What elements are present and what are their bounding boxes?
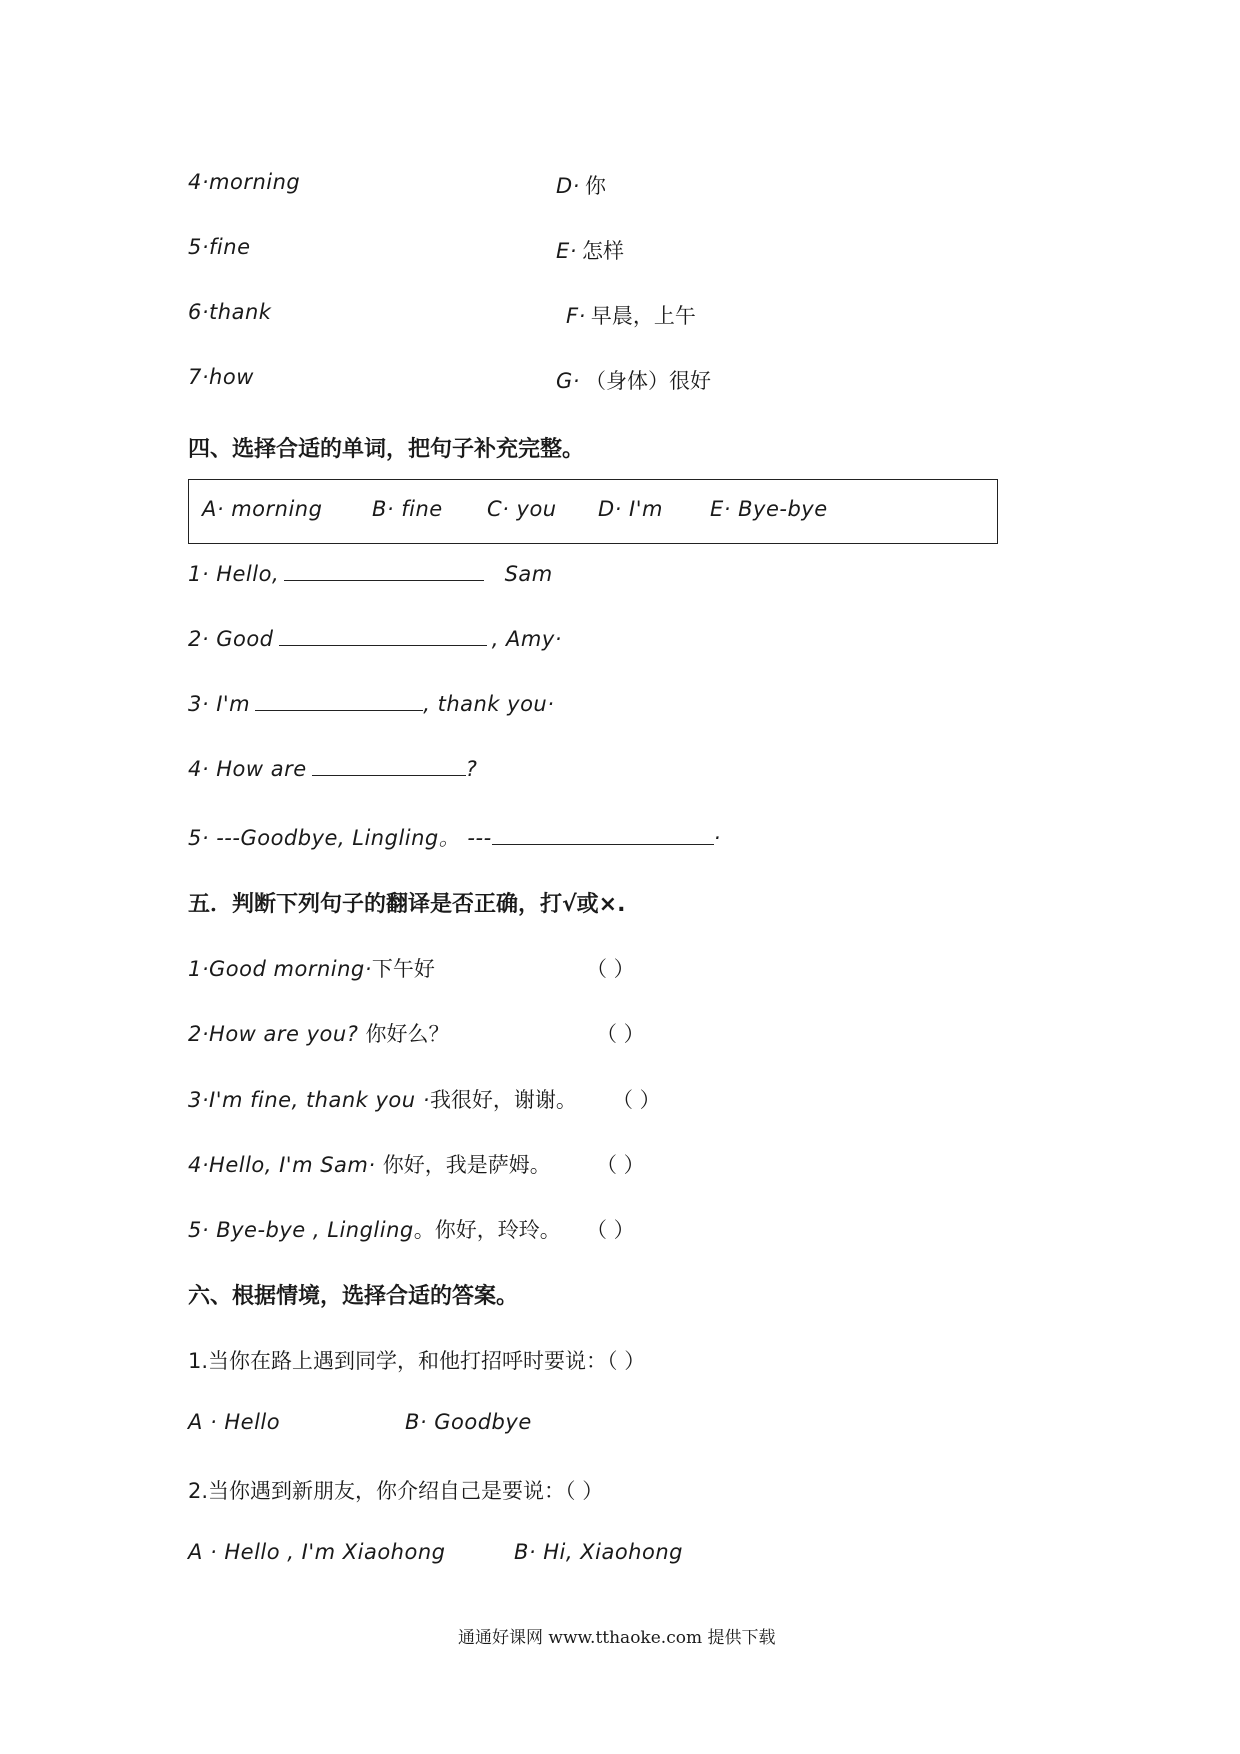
word-option-a: A· morning	[202, 497, 323, 521]
choice-1a[interactable]: A · Hello	[188, 1410, 281, 1434]
fill-question-3: 3· I'm , thank you·	[188, 692, 555, 716]
judge-item-3: 3·I'm fine, thank you ·我很好，谢谢。	[188, 1088, 577, 1112]
choice-2a[interactable]: A · Hello , I'm Xiaohong	[188, 1540, 446, 1564]
word-option-e: E· Bye-bye	[710, 497, 828, 521]
match-right-d: D· 你	[556, 174, 606, 198]
judge-item-1: 1·Good morning·下午好	[188, 957, 435, 981]
section4-title: 四、选择合适的单词，把句子补充完整。	[188, 437, 585, 462]
judge-item-2: 2·How are you? 你好么？	[188, 1022, 450, 1046]
word-option-b: B· fine	[372, 497, 443, 521]
choice-1b[interactable]: B· Goodbye	[405, 1410, 532, 1434]
word-option-d: D· I'm	[598, 497, 663, 521]
match-left-5: 5·fine	[188, 235, 251, 259]
match-left-7: 7·how	[188, 365, 254, 389]
match-right-e: E· 怎样	[556, 239, 625, 263]
match-right-g: G· （身体）很好	[556, 369, 712, 393]
match-left-4: 4·morning	[188, 170, 301, 194]
footer-text: 通通好课网 www.tthaoke.com 提供下载	[458, 1628, 776, 1648]
section5-title: 五．判断下列句子的翻译是否正确，打√或×.	[188, 892, 626, 917]
judge-paren-3[interactable]: （ ）	[612, 1088, 661, 1112]
judge-item-5: 5· Bye-bye , Lingling。你好，玲玲。	[188, 1218, 561, 1242]
fill-question-2: 2· Good , Amy·	[188, 627, 562, 651]
fill-question-5: 5· ---Goodbye, Lingling。 --- ·	[188, 826, 721, 850]
situation-question-2: 2.当你遇到新朋友，你介绍自己是要说：（ ）	[188, 1479, 604, 1503]
section6-title: 六、根据情境，选择合适的答案。	[188, 1284, 519, 1309]
answer-blank[interactable]	[279, 644, 487, 646]
answer-blank[interactable]	[492, 843, 714, 845]
judge-paren-4[interactable]: （ ）	[596, 1153, 645, 1177]
answer-blank[interactable]	[255, 709, 423, 711]
answer-blank[interactable]	[284, 579, 484, 581]
choice-2b[interactable]: B· Hi, Xiaohong	[514, 1540, 683, 1564]
answer-blank[interactable]	[312, 774, 466, 776]
judge-paren-5[interactable]: （ ）	[586, 1218, 635, 1242]
judge-paren-1[interactable]: （ ）	[586, 957, 635, 981]
match-left-6: 6·thank	[188, 300, 272, 324]
judge-paren-2[interactable]: （ ）	[596, 1022, 645, 1046]
situation-question-1: 1.当你在路上遇到同学，和他打招呼时要说：（ ）	[188, 1349, 646, 1373]
match-right-f: F· 早晨，上午	[566, 304, 696, 328]
fill-question-4: 4· How are ?	[188, 757, 478, 781]
word-option-c: C· you	[487, 497, 557, 521]
fill-question-1: 1· Hello, Sam	[188, 562, 553, 586]
judge-item-4: 4·Hello, I'm Sam· 你好，我是萨姆。	[188, 1153, 551, 1177]
